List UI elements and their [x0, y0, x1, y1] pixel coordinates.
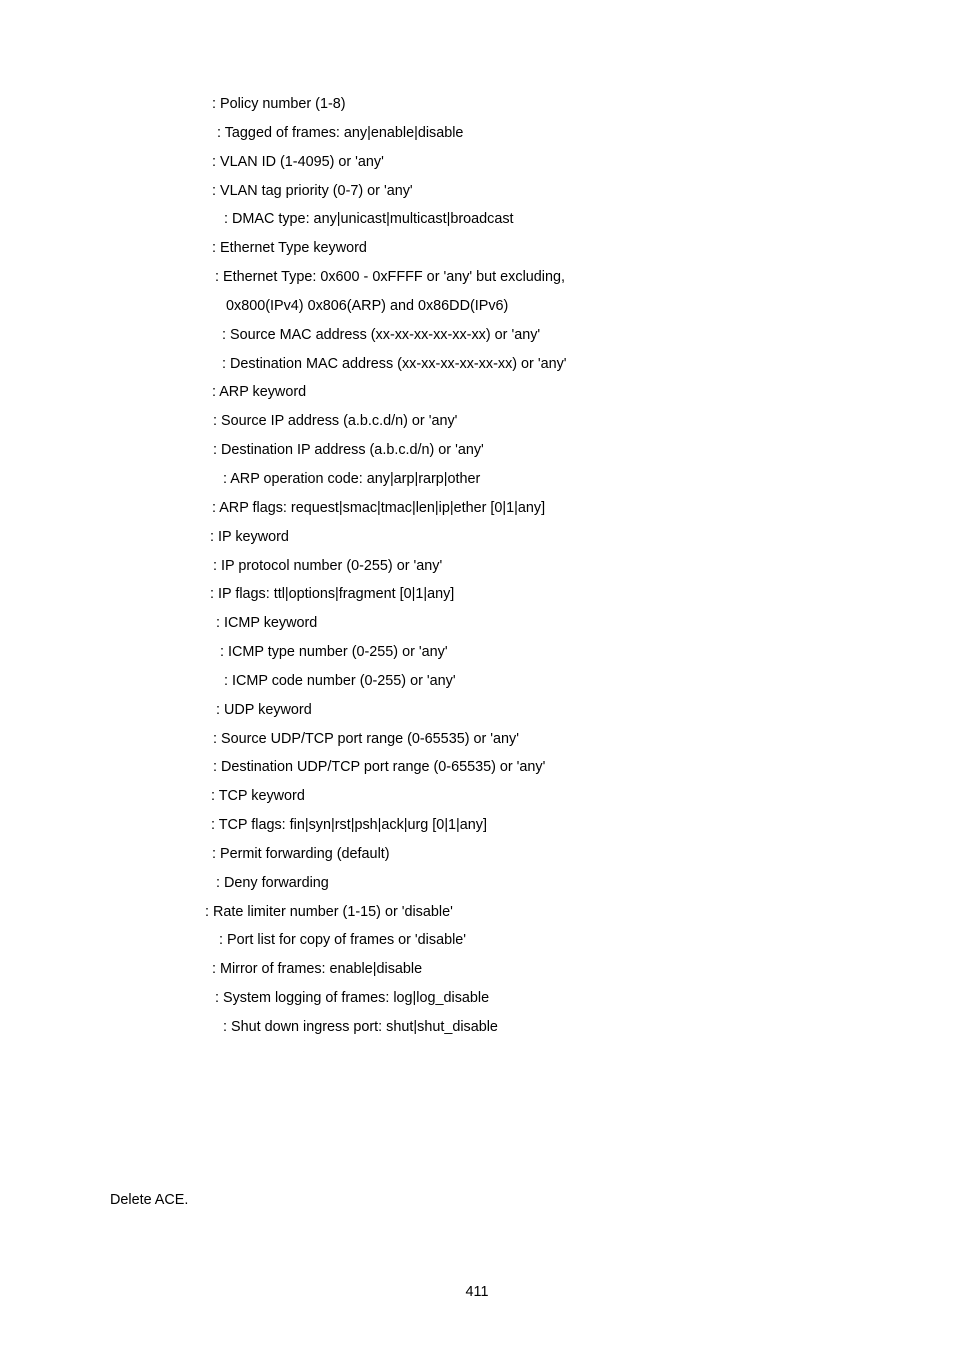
parameter-line: [0, 842, 954, 871]
parameter-line: [0, 640, 954, 669]
parameter-text: : VLAN ID (1-4095) or 'any': [212, 153, 384, 170]
parameter-line: [0, 150, 954, 179]
page-number: 411: [465, 1284, 489, 1300]
parameter-text: : VLAN tag priority (0-7) or 'any': [212, 182, 413, 199]
parameter-line: [0, 727, 954, 756]
parameter-line: [0, 352, 954, 381]
parameter-line: [0, 207, 954, 236]
parameter-text: : Ethernet Type keyword: [212, 240, 367, 257]
parameter-text: : Tagged of frames: any|enable|disable: [217, 124, 464, 141]
parameter-text: : Permit forwarding (default): [212, 845, 390, 862]
parameter-line: [0, 582, 954, 611]
parameter-text: : Port list for copy of frames or 'disable': [219, 932, 467, 949]
parameter-line: [0, 1015, 954, 1044]
parameter-line: [0, 265, 954, 294]
parameter-text: : ARP flags: request|smac|tmac|len|ip|ether [0|1|any]: [212, 499, 546, 516]
parameter-line: [0, 121, 954, 150]
parameter-text: : Mirror of frames: enable|disable: [212, 961, 423, 978]
parameter-text: : Destination UDP/TCP port range (0-65535) or 'any': [213, 759, 546, 776]
parameter-text: : Policy number (1-8): [212, 96, 346, 112]
parameter-line: [0, 928, 954, 957]
parameter-line: [0, 380, 954, 409]
parameter-line: [0, 755, 954, 784]
parameter-list: [0, 92, 954, 1044]
parameter-text: : ICMP keyword: [216, 615, 318, 632]
parameter-text: : IP keyword: [210, 528, 289, 545]
parameter-text: : System logging of frames: log|log_disable: [215, 990, 490, 1007]
parameter-text: : Source IP address (a.b.c.d/n) or 'any': [213, 413, 458, 430]
parameter-text: : UDP keyword: [216, 701, 312, 718]
parameter-text: : Destination IP address (a.b.c.d/n) or 'any': [213, 442, 484, 459]
description-text: Delete ACE.: [110, 1192, 189, 1208]
parameter-text: : ARP operation code: any|arp|rarp|other: [223, 470, 481, 487]
parameter-text: : Source MAC address (xx-xx-xx-xx-xx-xx) or 'any': [222, 326, 541, 343]
parameter-line: [0, 900, 954, 929]
parameter-text: : Ethernet Type: 0x600 - 0xFFFF or 'any' but excluding,: [215, 269, 565, 286]
parameter-line: [0, 871, 954, 900]
parameter-line: [0, 813, 954, 842]
parameter-text: : ICMP type number (0-255) or 'any': [220, 644, 448, 661]
parameter-line: [0, 236, 954, 265]
parameter-line: [0, 179, 954, 208]
parameter-text: : ARP keyword: [212, 384, 307, 401]
parameter-line: [0, 669, 954, 698]
parameter-line: [0, 438, 954, 467]
parameter-line: [0, 986, 954, 1015]
parameter-line: [0, 698, 954, 727]
parameter-line: [0, 957, 954, 986]
parameter-text: : ICMP code number (0-255) or 'any': [224, 672, 456, 689]
parameter-line: [0, 467, 954, 496]
parameter-text: : DMAC type: any|unicast|multicast|broadcast: [224, 211, 514, 228]
parameter-text: : IP protocol number (0-255) or 'any': [213, 557, 443, 574]
parameter-line: [0, 784, 954, 813]
parameter-text: : Source UDP/TCP port range (0-65535) or 'any': [213, 730, 519, 747]
parameter-line: [0, 323, 954, 352]
parameter-line: [0, 92, 954, 121]
parameter-text: : TCP keyword: [211, 788, 305, 805]
parameter-line: [0, 554, 954, 583]
parameter-text: : IP flags: ttl|options|fragment [0|1|any]: [210, 586, 455, 603]
parameter-text: : TCP flags: fin|syn|rst|psh|ack|urg [0|1|any]: [211, 817, 487, 834]
parameter-text: : Destination MAC address (xx-xx-xx-xx-xx-xx) or 'any': [222, 355, 567, 372]
parameter-line: [0, 525, 954, 554]
parameter-text: : Shut down ingress port: shut|shut_disable: [223, 1019, 498, 1035]
parameter-text: : Rate limiter number (1-15) or 'disable': [205, 903, 453, 920]
parameter-text: 0x800(IPv4) 0x806(ARP) and 0x86DD(IPv6): [226, 297, 509, 314]
parameter-line: [0, 496, 954, 525]
parameter-line: [0, 611, 954, 640]
parameter-line: [0, 409, 954, 438]
parameter-text: : Deny forwarding: [216, 874, 329, 891]
parameter-line: [0, 294, 954, 323]
